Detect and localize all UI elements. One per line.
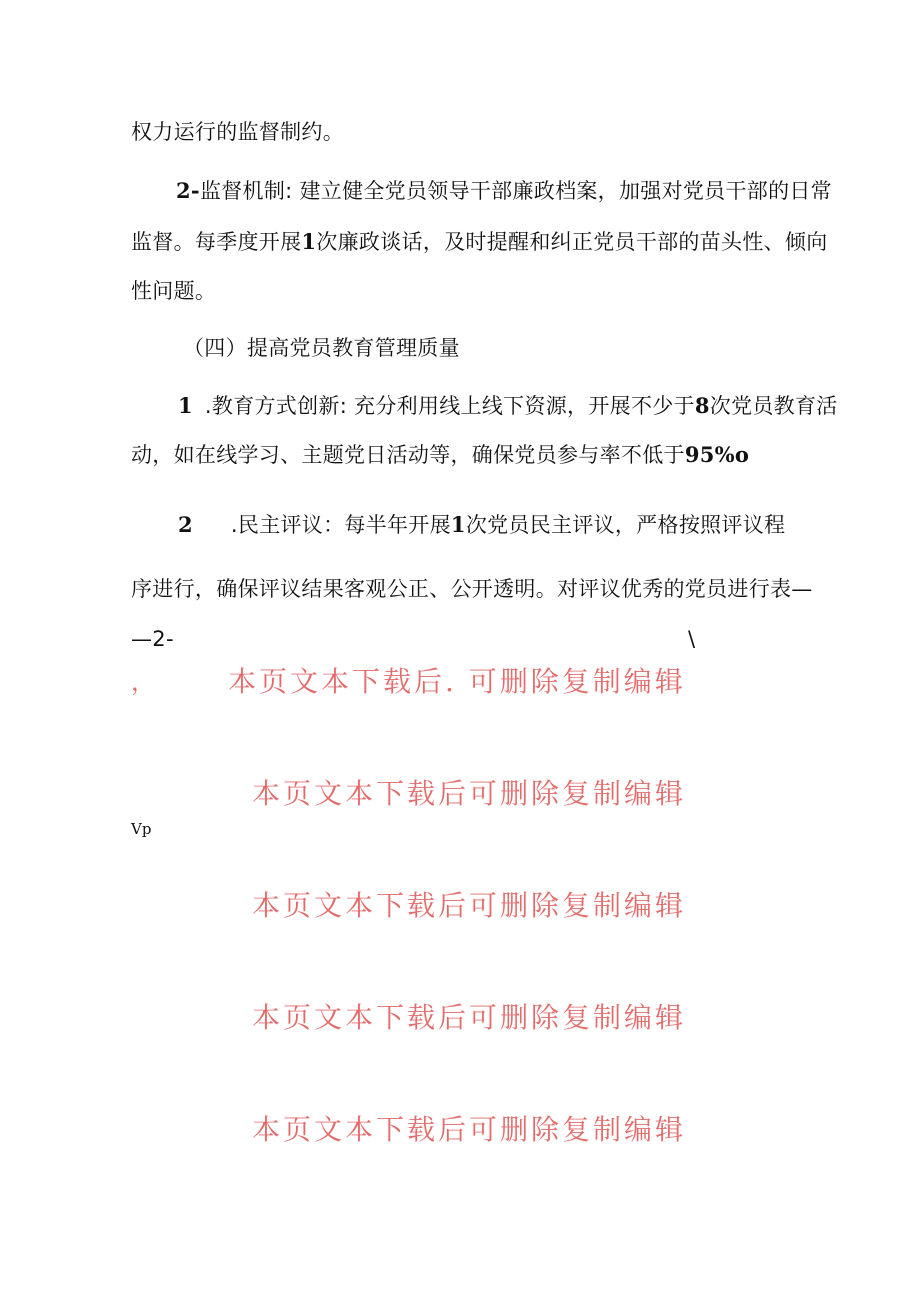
watermark-line xyxy=(252,1112,686,1148)
text: 序进行，确保评议结果客观公正、公开透明。对评议优秀的党员进行表— xyxy=(131,577,813,601)
item-number: 2 xyxy=(178,512,193,537)
text: 权力运行的监督制约。 xyxy=(131,120,344,144)
item-2-line-1 xyxy=(176,176,832,206)
number: 8 xyxy=(694,393,710,418)
watermark-text: 本页文本下载后可删除复制编辑 xyxy=(252,1113,687,1146)
text: 性问题。 xyxy=(131,279,217,303)
paragraph-continuation xyxy=(131,117,344,147)
page-number-text: —2- xyxy=(131,627,174,651)
text: 次党员教育活 xyxy=(709,394,838,418)
stray-text-vp: Vp xyxy=(131,820,152,838)
heading-text: （四）提高党员教育管理质量 xyxy=(183,336,460,360)
text: 动，如在线学习、主题党日活动等，确保党员参与率不低于 xyxy=(131,443,685,467)
watermark-line xyxy=(252,888,686,924)
item-2-line-3 xyxy=(131,276,216,306)
item-number: 1 xyxy=(178,393,193,418)
watermark-line xyxy=(228,664,686,700)
watermark-text: 本页文本下载后可删除复制编辑 xyxy=(252,1001,687,1034)
text: .教育方式创新: 充分利用线上线下资源，开展不少于 xyxy=(204,394,695,418)
text: 监督机制: 建立健全党员领导干部廉政档案，加强对党员干部的日常 xyxy=(199,179,832,203)
watermark-text: 本页文本下载后可删除复制编辑 xyxy=(252,889,687,922)
watermark-text: 本页文本下载后可删除复制编辑 xyxy=(252,777,687,810)
comma-text: ， xyxy=(131,668,158,696)
item-number: 2- xyxy=(176,178,200,203)
number: 95%o xyxy=(684,442,750,467)
watermark-text: 本页文本下载后. 可删除复制编辑 xyxy=(228,665,686,698)
item-2-line-2 xyxy=(131,227,828,257)
number: 1 xyxy=(301,229,317,254)
section-heading xyxy=(183,333,460,363)
page-number xyxy=(131,624,174,654)
watermark-line xyxy=(252,1000,686,1036)
section-4-item-1-line-1 xyxy=(178,391,838,421)
text: .民主评议：每半年开展 xyxy=(230,513,451,537)
backslash-text: \ xyxy=(688,627,696,651)
watermark-line xyxy=(252,776,686,812)
stray-text xyxy=(131,820,151,838)
section-4-item-2-line-2 xyxy=(131,574,813,604)
text: 次党员民主评议，严格按照评议程 xyxy=(465,513,786,537)
text: 次廉政谈话，及时提醒和纠正党员干部的苗头性、倾向 xyxy=(316,230,828,254)
stray-mark xyxy=(688,624,695,654)
section-4-item-1-line-2 xyxy=(131,440,749,470)
number: 1 xyxy=(450,512,466,537)
stray-comma xyxy=(131,664,158,700)
section-4-item-2-line-1 xyxy=(178,510,785,540)
text: 监督。每季度开展 xyxy=(131,230,302,254)
